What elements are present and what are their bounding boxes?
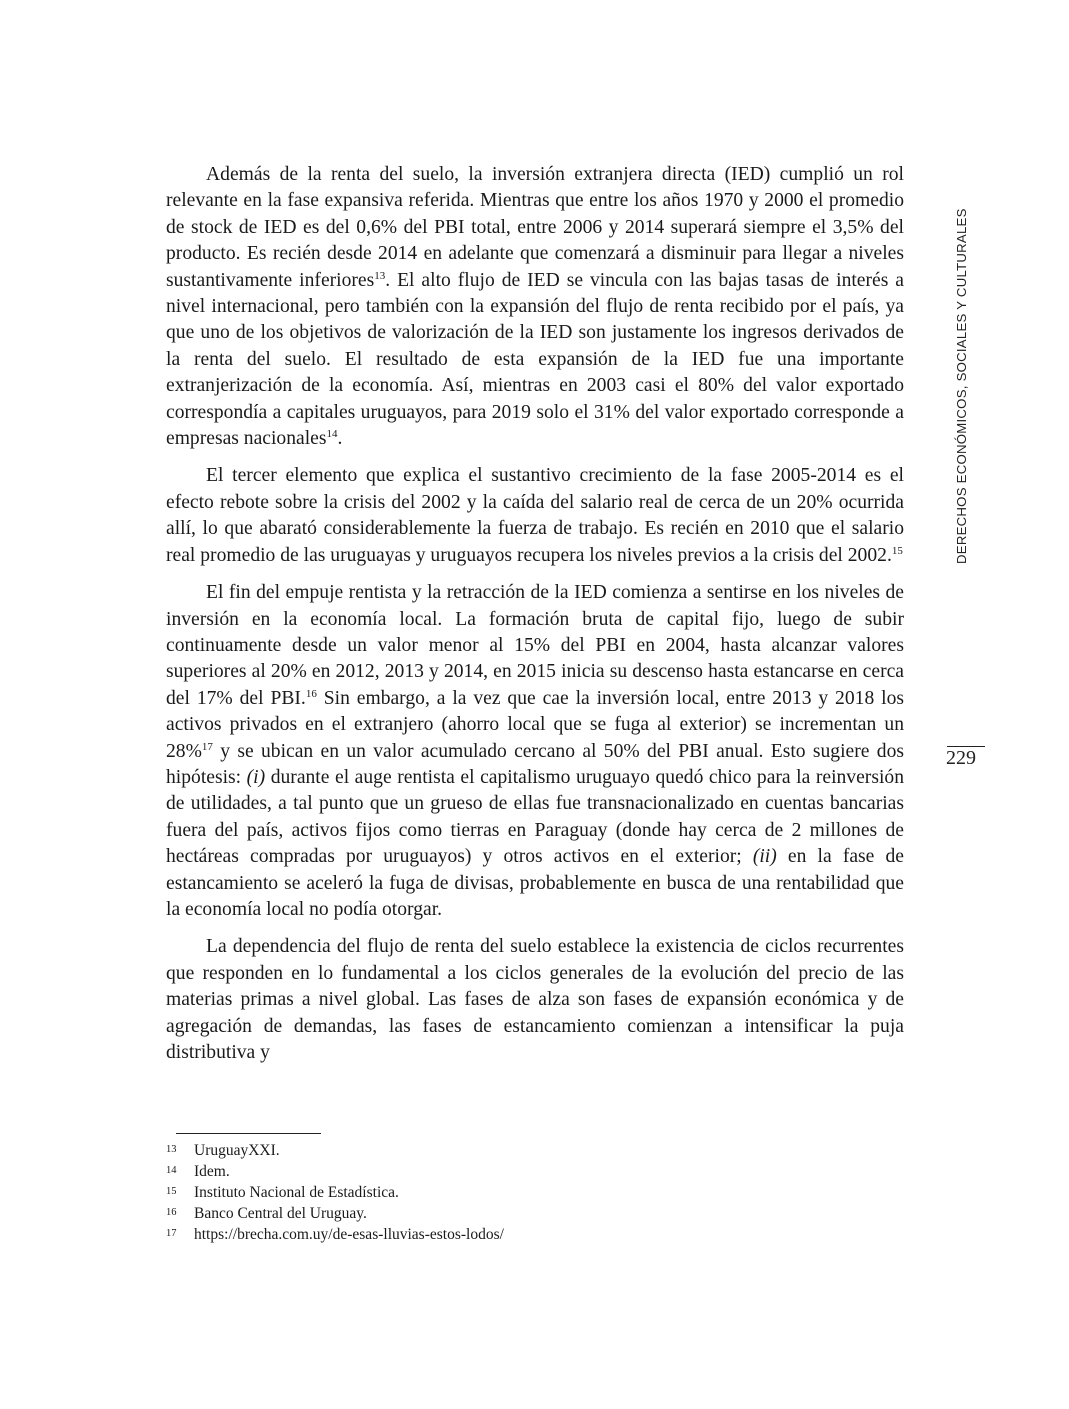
footnote-number: 14 <box>166 1165 177 1176</box>
footnote-separator <box>176 1133 321 1134</box>
footnote-text: UruguayXXI. <box>194 1142 280 1159</box>
text-run: durante el auge rentista el capitalismo uruguayo quedó chico para la reinversión de utilidades, a tal punto que un grueso de ellas fue transnacionalizado en cuentas bancarias fuera del país, activos fijos como tierras en Paraguay (donde hay cerca de 2 millones de hectáreas compradas por uruguayos) y otros activos en el exterior; <box>166 766 904 868</box>
footnote-13 <box>166 1140 866 1161</box>
paragraph-2 <box>166 463 904 569</box>
text-run: en la fase de estancamiento se aceleró la fuga de divisas, probablemente en busca de una rentabilidad que la economía local no podía otorgar. <box>166 846 904 920</box>
hypothesis-i-marker: (i) <box>246 766 266 788</box>
text-run: El fin del empuje rentista y la retracción de la IED comienza a sentirse en los niveles de inversión en la economía local. La formación bruta de capital fijo, luego de subir continuamente desde un valor menor al 15% del PBI en 2004, hasta alcanzar valores superiores al 20% en 2012, 2013 y 2014, en 2015 inicia su descenso hasta estancarse en cerca del 17% del PBI. <box>166 582 904 709</box>
footnote-link[interactable]: https://brecha.com.uy/de-esas-lluvias-estos-lodos/ <box>194 1226 504 1243</box>
section-sidebar-title: DERECHOS ECONÓMICOS, SOCIALES Y CULTURALES <box>954 208 969 564</box>
text-run: . El alto flujo de IED se vincula con las bajas tasas de interés a nivel internacional, pero también con la expansión del flujo de renta recibido por el país, ya que uno de los objetivos de valorización de la IED son justamente los ingresos derivados de la renta del suelo. El resultado de esta expansión de la IED fue una importante extranjerización de la economía. Así, mientras en 2003 casi el 80% del valor exportado correspondía a capitales uruguayos, para 2019 solo el 31% del valor exportado corresponde a empresas nacionales <box>166 269 904 450</box>
text-run: Sin embargo, a la vez que cae la inversión local, entre 2013 y 2018 los activos privados en el extranjero (ahorro local que se fuga al exterior) se incrementan un 28% <box>166 687 904 762</box>
footnote-number: 16 <box>166 1207 177 1218</box>
paragraph-4 <box>166 934 904 1066</box>
footnote-15 <box>166 1182 866 1203</box>
paragraph-3 <box>166 580 904 923</box>
footnote-number: 17 <box>166 1228 177 1239</box>
text-run: y se ubican en un valor acumulado cercano al 50% del PBI anual. Esto sugiere dos hipótesis: <box>166 740 904 788</box>
footnote-text: Instituto Nacional de Estadística. <box>194 1184 399 1201</box>
hypothesis-ii-marker: (ii) <box>752 846 777 868</box>
footnotes <box>166 1140 866 1245</box>
footnote-text: Banco Central del Uruguay. <box>194 1205 367 1222</box>
footnote-ref-14[interactable]: 14 <box>326 428 338 441</box>
footnote-number: 13 <box>166 1144 177 1155</box>
footnote-16 <box>166 1203 866 1224</box>
footnote-ref-16[interactable]: 16 <box>305 687 317 700</box>
text-run: El tercer elemento que explica el sustantivo crecimiento de la fase 2005-2014 es el efecto rebote sobre la crisis del 2002 y la caída del salario real de cerca de un 20% ocurrida allí, lo que abarató considerablemente la fuerza de trabajo. Es recién en 2010 que el salario real promedio de las uruguayas y uruguayos recupera los niveles previos a la crisis del 2002. <box>166 465 904 566</box>
page-number: 229 <box>946 747 976 769</box>
footnote-14 <box>166 1161 866 1182</box>
footnote-ref-13[interactable]: 13 <box>374 269 386 282</box>
text-run: Además de la renta del suelo, la inversión extranjera directa (IED) cumplió un rol relevante en la fase expansiva referida. Mientras que entre los años 1970 y 2000 el promedio de stock de IED es del 0,6% del PBI total, entre 2006 y 2014 superará siempre el 3,5% del producto. Es recién desde 2014 en adelante que comenzará a disminuir para llegar a niveles sustantivamente inferiores <box>166 164 904 291</box>
paragraph-1 <box>166 162 904 452</box>
footnote-text: Idem. <box>194 1163 230 1180</box>
footnote-ref-17[interactable]: 17 <box>201 740 213 753</box>
text-run: . <box>337 428 343 450</box>
footnote-17 <box>166 1224 866 1245</box>
footnote-ref-15[interactable]: 15 <box>891 544 903 557</box>
footnote-number: 15 <box>166 1186 177 1197</box>
text-run: La dependencia del flujo de renta del suelo establece la existencia de ciclos recurrentes que responden en lo fundamental a los ciclos generales de la evolución del precio de las materias primas a nivel global. Las fases de alza son fases de expansión económica y de agregación de demandas, las fases de estancamiento comienzan a intensificar la puja distributiva y <box>166 936 904 1063</box>
body-text <box>166 162 904 1077</box>
